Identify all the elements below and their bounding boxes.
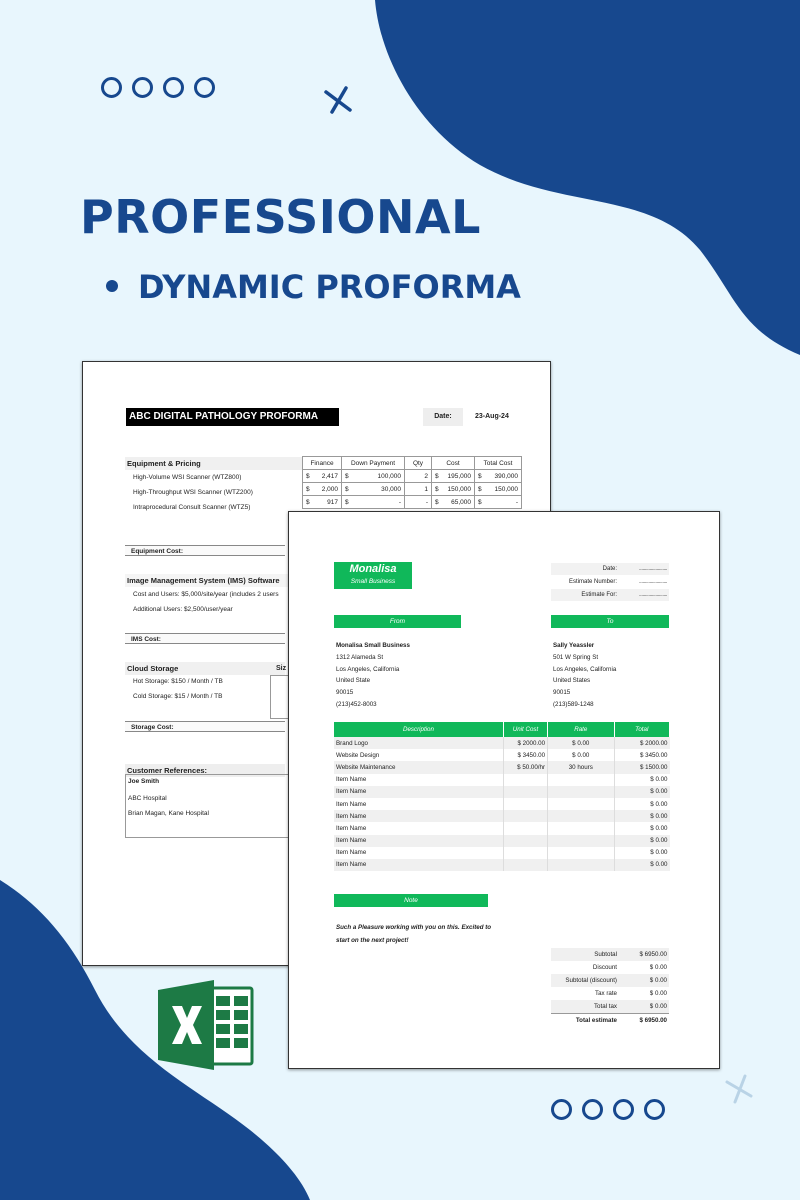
logo-name: Monalisa <box>349 563 397 575</box>
meta-date-row: Date: ........................ <box>551 563 669 575</box>
top-circles-decoration <box>101 77 215 98</box>
table-row: Item Name $ 0.00 <box>334 835 670 847</box>
column-header: Cost <box>432 457 475 470</box>
column-header: Total <box>614 722 669 737</box>
storage-cost-label: Storage Cost: <box>125 721 285 732</box>
column-header: Finance <box>303 457 342 470</box>
finance-cell: 2,000 <box>321 485 338 493</box>
note-header: Note <box>334 894 488 907</box>
date-value: 23-Aug-24 <box>475 413 509 420</box>
reference-organization: ABC Hospital <box>128 795 167 802</box>
plus-icon <box>322 84 354 116</box>
table-row: $ 917 $ - - $ 65,000 $ - <box>303 496 522 509</box>
table-row: Item Name $ 0.00 <box>334 786 670 798</box>
hot-storage: Hot Storage: $150 / Month / TB <box>133 678 223 685</box>
equipment-cost-label: Equipment Cost: <box>125 545 285 556</box>
cost-cell: 195,000 <box>447 472 471 480</box>
meta-estimate-number-value[interactable]: ........................ <box>638 579 667 585</box>
company-logo <box>334 562 412 589</box>
estimate-sheet <box>288 511 720 1069</box>
circle-icon <box>613 1099 634 1120</box>
line-items-table <box>334 722 670 871</box>
page-headline: PROFESSIONAL <box>80 190 481 244</box>
total-cost-cell: 150,000 <box>494 485 518 493</box>
bottom-circles-decoration <box>551 1099 665 1120</box>
table-header-row <box>303 457 522 470</box>
qty-cell: - <box>405 496 432 509</box>
column-header: Unit Cost <box>503 722 547 737</box>
circle-icon <box>101 77 122 98</box>
equipment-row-1-name: High-Volume WSI Scanner (WTZ800) <box>133 474 242 481</box>
from-header: From <box>334 615 461 628</box>
cost-cell: 65,000 <box>451 498 471 506</box>
bullet-icon <box>106 280 118 292</box>
circle-icon <box>163 77 184 98</box>
table-row: Item Name $ 0.00 <box>334 859 670 871</box>
storage-size-header: Siz <box>276 665 287 672</box>
page-subheadline: DYNAMIC PROFORMA <box>112 268 521 306</box>
table-row: Item Name $ 0.00 <box>334 822 670 834</box>
table-row: Item Name $ 0.00 <box>334 798 670 810</box>
date-label: Date: <box>423 408 463 426</box>
table-row: Brand Logo $ 2000.00 $ 0.00 $ 2000.00 <box>334 737 670 749</box>
equipment-row-2-name: High-Throughput WSI Scanner (WTZ200) <box>133 489 253 496</box>
down-payment-cell: - <box>398 498 401 506</box>
meta-estimate-for-value[interactable]: ........................ <box>638 592 667 598</box>
down-payment-cell: 100,000 <box>377 472 401 480</box>
circle-icon <box>551 1099 572 1120</box>
ims-additional-users: Additional Users: $2,500/user/year <box>133 606 233 613</box>
table-row: Item Name $ 0.00 <box>334 810 670 822</box>
table-row: Website Maintenance $ 50.00/hr 30 hours $ 1500.00 <box>334 761 670 773</box>
table-header-row <box>334 722 670 737</box>
meta-estimate-for-row: Estimate For: ........................ <box>551 589 669 601</box>
from-address: Monalisa Small Business 1312 Alameda St Los Angeles, California United State 90015 (213)452-8003 <box>336 642 410 708</box>
equipment-row-3-name: Intraprocedural Consult Scanner (WTZ5) <box>133 504 251 511</box>
equipment-heading: Equipment & Pricing <box>125 457 303 470</box>
column-header: Qty <box>405 457 432 470</box>
ims-cost-users: Cost and Users: $5,000/site/year (includes 2 users <box>133 591 279 598</box>
cost-cell: 150,000 <box>447 485 471 493</box>
total-cost-cell: 390,000 <box>494 472 518 480</box>
ims-heading: Image Management System (IMS) Software <box>125 574 300 587</box>
circle-icon <box>644 1099 665 1120</box>
plus-icon <box>723 1072 755 1104</box>
to-address: Sally Yeassler 501 W Spring St Los Angeles, California United States 90015 (213)589-1248 <box>553 642 617 708</box>
customer-references-heading: Customer References: <box>125 764 285 777</box>
table-row: $ 2,000 $ 30,000 1 $ 150,000 $ 150,000 <box>303 483 522 496</box>
circle-icon <box>194 77 215 98</box>
table-row: Item Name $ 0.00 <box>334 774 670 786</box>
meta-estimate-number-row: Estimate Number: ........................ <box>551 576 669 588</box>
to-header: To <box>551 615 669 628</box>
proforma-title: ABC DIGITAL PATHOLOGY PROFORMA <box>126 408 339 426</box>
total-cost-cell: - <box>515 498 518 506</box>
logo-subtitle: Small Business <box>350 578 396 585</box>
meta-date-value[interactable]: ........................ <box>638 566 667 572</box>
column-header: Rate <box>548 722 614 737</box>
column-header: Description <box>334 722 503 737</box>
qty-cell: 1 <box>405 483 432 496</box>
total-estimate-row: Total estimate $ 6950.00 <box>551 1013 669 1027</box>
finance-cell: 917 <box>327 498 338 506</box>
total-tax-row: Total tax $ 0.00 <box>551 1000 669 1013</box>
subtotal-discount-row: Subtotal (discount) $ 0.00 <box>551 974 669 987</box>
discount-row: Discount $ 0.00 <box>592 964 667 971</box>
excel-logo-icon <box>158 980 254 1070</box>
cold-storage: Cold Storage: $15 / Month / TB <box>133 693 223 700</box>
down-payment-cell: 30,000 <box>381 485 401 493</box>
column-header: Down Payment <box>342 457 405 470</box>
reference-name: Joe Smith <box>128 778 160 785</box>
subtotal-row: Subtotal $ 6950.00 <box>551 948 669 961</box>
note-text: Such a Pleasure working with you on this. Excited to start on the next project! <box>336 924 492 944</box>
tax-rate-row: Tax rate $ 0.00 <box>594 990 667 997</box>
cloud-storage-heading: Cloud Storage <box>125 662 285 675</box>
finance-cell: 2,417 <box>321 472 338 480</box>
table-row: Website Design $ 3450.00 $ 0.00 $ 3450.00 <box>334 749 670 761</box>
column-header: Total Cost <box>475 457 522 470</box>
equipment-table <box>302 456 522 509</box>
table-row: Item Name $ 0.00 <box>334 847 670 859</box>
circle-icon <box>132 77 153 98</box>
reference-contacts: Brian Magan, Kane Hospital <box>128 810 209 817</box>
qty-cell: 2 <box>405 470 432 483</box>
circle-icon <box>582 1099 603 1120</box>
table-row: $ 2,417 $ 100,000 2 $ 195,000 $ 390,000 <box>303 470 522 483</box>
ims-cost-label: IMS Cost: <box>125 633 285 644</box>
